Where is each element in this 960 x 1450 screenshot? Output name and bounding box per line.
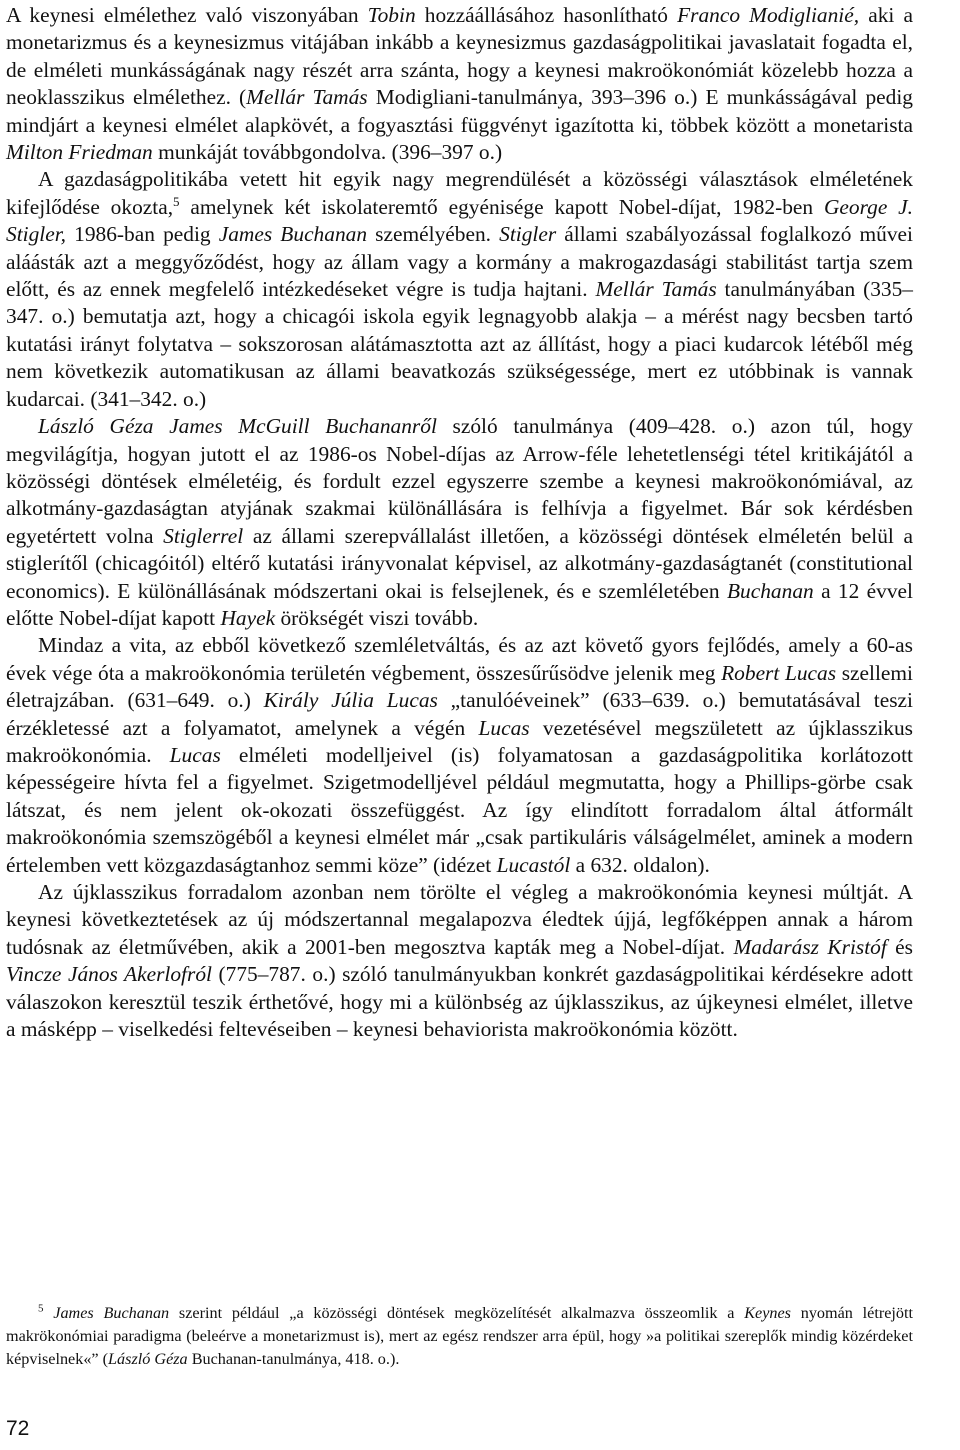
text-run: munkáját továbbgondolva. (396–397 o.) [152, 140, 503, 165]
footnote-marker: 5 [38, 1302, 44, 1315]
text-run: tanulmányában (335–347. o.) bemutatja azt, hogy a chicagói iskola egyik legnagyobb alakja – a mérést nagy becsben tartó kutatási irányt folytatva – sokszorosan alátámasztotta azt az állítást, hogy a piaci kudarcok létéből még nem következik automatikusan az állami beavatkozás szükségessége, mert ez utóbbinak is vannak kudarcai. (341–342. o.) [6, 277, 913, 411]
italic-name: László Géza James McGuill Buchananről [38, 414, 437, 439]
italic-name: László Géza [108, 1350, 188, 1369]
italic-name: Király Júlia Lucas [263, 688, 438, 713]
italic-name: Lucas [169, 742, 221, 767]
text-run: vezetésével megszületett az újklasszikus makroökonómia. [6, 715, 913, 767]
paragraph [6, 879, 913, 1043]
text-run [44, 1304, 54, 1322]
italic-name: Tobin [367, 3, 416, 27]
footnote [6, 1302, 913, 1372]
text-run: szellemi életrajzában. (631–649. o.) [6, 660, 913, 713]
italic-name: Lucastól [496, 852, 571, 877]
italic-name: George J. Stigler, [6, 194, 913, 247]
body-text [6, 2, 913, 1043]
italic-name: Franco Modiglianié, [677, 3, 860, 27]
italic-name: Stigler [499, 222, 557, 247]
text-run: Mindaz a vita, az ebből következő szemléletváltás, és az azt követő gyors fejlődés, amely a 60-as évek vége óta a makroökonómia területén végbement, összesűrűsödve jelenik meg [6, 633, 913, 685]
italic-name: Robert Lucas [721, 660, 837, 685]
text-run: örökségét viszi tovább. [275, 605, 479, 630]
italic-name: Lucas [478, 715, 530, 740]
italic-name: Hayek [220, 605, 276, 630]
text-run: 1986-ban pedig [66, 222, 219, 247]
text-run: hozzáállásához hasonlítható [415, 3, 678, 27]
text-run: az állami szerepvállalást illetően, a közösségi döntések elméletén belül a stiglerítől (chicagóitól) eltérő kutatási irányvonalat képvisel, az alkotmány-gazdaságtanét (constitutional economics). E különállásának módszertani okai is felsejlenek, és e szemléletében [6, 523, 914, 603]
italic-name: Mellár Tamás [595, 277, 717, 302]
paragraph [6, 632, 913, 879]
text-run: A keynesi elmélethez való viszonyában [6, 3, 368, 27]
italic-name: Buchanan [726, 578, 814, 603]
text-run: (775–787. o.) szóló tanulmányukban konkrét gazdaságpolitikai kérdésekre adott válaszokon keresztül teszik érthetővé, hogy mi a különbség az újklasszikus, az újkeynesi elmélet, illetve a másképp – viselkedési feltevéseiben – keynesi behaviorista makroökonómia között. [6, 962, 913, 1042]
text-run: a 12 évvel előtte Nobel-díjat kapott [6, 578, 913, 630]
page-number: 72 [6, 1417, 30, 1440]
text-run: Az újklasszikus forradalom azonban nem törölte el végleg a makroökonómia keynesi múltját. A keynesi következtetések az új módszertannal megalapozva éledtek újjá, legfőképpen annak a három tudósnak az életművében, akik a 2001-ben megosztva kapták meg a Nobel-díjat. [6, 880, 913, 959]
text-run: Modigliani-tanulmánya, 393–396 o.) E munkásságával pedig mindjárt a keynesi elmélet alapkövét, a fogyasztási függvényt igazította ki, többek között a monetarista [6, 85, 913, 137]
text-run: és [886, 934, 913, 959]
text-run: elméleti modelljeivel (is) folyamatosan a gazdaságpolitika korlátozott képességeire hívta fel a figyelmet. Szigetmodelljével például megmutatta, hogy a Phillips-görbe csak látszat, és nem jelent ok-okozati összefüggést. Az így elindított forradalom által átformált makroökonómia szemszögéből a keynesi elmélet már „csak partikuláris válságelmélet, aminek a modern értelemben vett közgazdaságtanhoz semmi köze” (idézet [6, 742, 913, 877]
text-run: szerint például „a közösségi döntések megközelítését alkalmazva összeomlik a [169, 1304, 745, 1322]
italic-name: Keynes [744, 1304, 791, 1322]
paragraph [6, 413, 913, 632]
italic-name: Vincze János Akerlofról [6, 962, 212, 987]
text-run: állami szabályozással foglalkozó művei aláásták azt a meggyőződést, hogy az állam vagy a kormány a makrogazdasági stabilitást tartja szem előtt, és az ennek megfelelő intézkedéseket végre is tudja hajtani. [6, 222, 913, 302]
footnotes [6, 1302, 913, 1372]
text-run: amelynek két iskolateremtő egyénisége kapott Nobel-díjat, 1982-ben [179, 194, 824, 219]
text-run: „tanulóéveinek” (633–639. o.) bemutatásával teszi érzékletessé azt a folyamatot, amelynek a végén [6, 688, 913, 740]
text-run: személyében. [367, 222, 500, 247]
text-run: A gazdaságpolitikába vetett hit egyik nagy megrendülését a közösségi választások elméletének kifejlődése okozta, [6, 167, 913, 219]
paragraph [6, 2, 913, 166]
italic-name: Madarász Kristóf [733, 934, 887, 959]
text-run: szóló tanulmánya (409–428. o.) azon túl, hogy megvilágítja, hogyan jutott el az 1986-os Nobel-díjas az Arrow-féle lehetetlenségi tétel kritikájától a közösségi döntések elméletéig, és fordult ezzel egyszerre szembe a keynesi makroökonómiával, az alkotmány-gazdaságtan atyjának szakmai különállására is felhívja a figyelmet. Bár sok kérdésben egyetértett volna [6, 414, 913, 548]
italic-name: James Buchanan [53, 1304, 170, 1322]
paragraph [6, 166, 913, 413]
text-run: a 632. oldalon). [570, 852, 710, 877]
text-run: Buchanan-tanulmánya, 418. o.). [187, 1350, 400, 1369]
italic-name: Milton Friedman [6, 140, 153, 165]
text-run: aki a monetarizmus és a keynesizmus vitájában inkább a keynesizmus gazdaságpolitikai javaslatait fogadta el, de elméleti munkásságának nagy részét arra szánta, hogy a keynesi makroökonómiát közelebb hozza a neoklasszikus elmélethez. ( [6, 3, 913, 110]
footnote-marker: 5 [173, 193, 180, 209]
italic-name: Stiglerrel [163, 523, 244, 548]
italic-name: James Buchanan [218, 222, 368, 247]
italic-name: Mellár Tamás [246, 85, 368, 110]
text-run: nyomán létrejött makrökonómiai paradigma (beleérve a monetarizmust is), mert az egész rendszer arra épül, hogy »a politikai szereplők mindig közérdeket képviselnek«” ( [6, 1304, 914, 1369]
